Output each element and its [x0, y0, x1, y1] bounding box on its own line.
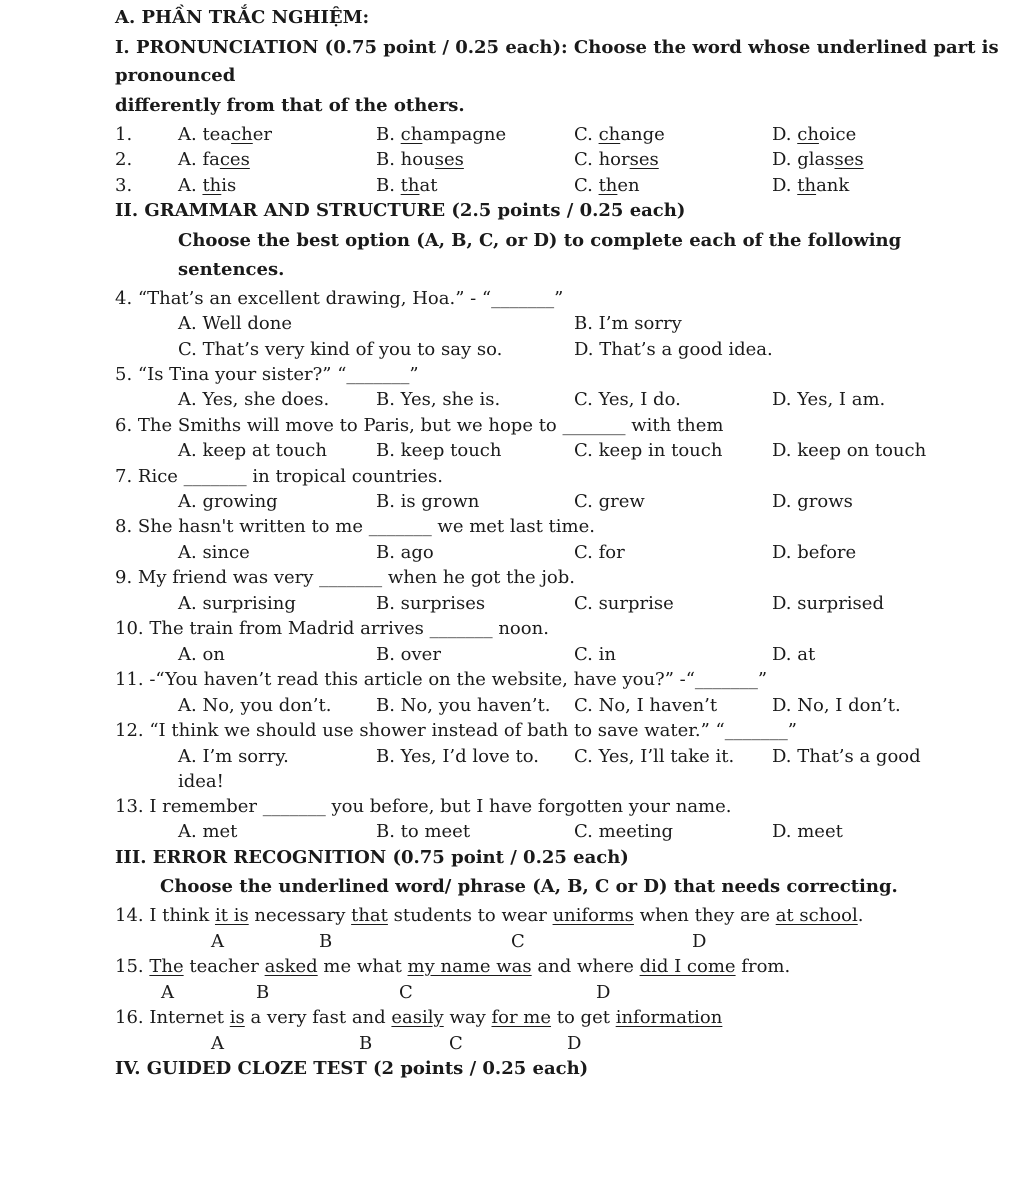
question-9-option-a: A. surprising — [178, 593, 296, 614]
question-2-option-c: C. horses — [574, 149, 659, 170]
question-3-option-a: A. this — [178, 175, 237, 196]
question-16-letters — [0, 1033, 1024, 1055]
question-11-option-a: A. No, you don’t. — [178, 695, 332, 716]
question-10-option-b: B. over — [376, 644, 441, 665]
letter-b: B — [256, 982, 270, 1003]
part-i-heading-line3: differently from that of the others. — [115, 95, 465, 116]
part-iii-instruction: Choose the underlined word/ phrase (A, B, C or D) that needs correcting. — [160, 876, 898, 897]
letter-a: A — [211, 1033, 224, 1054]
question-8-stem: 8. She hasn't written to me _______ we met last time. — [115, 516, 595, 537]
question-4-option-d: D. That’s a good idea. — [574, 339, 773, 360]
question-1-option-a: A. teacher — [178, 124, 273, 145]
letter-d: D — [692, 931, 707, 952]
question-6-option-c: C. keep in touch — [574, 440, 723, 461]
question-15-letters — [0, 982, 1024, 1004]
letter-c: C — [449, 1033, 463, 1054]
question-12-option-d: D. That’s a good — [772, 746, 921, 767]
section-a-heading: A. PHẦN TRẮC NGHIỆM: — [115, 7, 370, 28]
question-14-sentence: 14. I think it is necessary that students to wear uniforms when they are at school. — [115, 905, 864, 926]
question-10-option-d: D. at — [772, 644, 816, 665]
question-9-option-d: D. surprised — [772, 593, 884, 614]
question-12-stem: 12. “I think we should use shower instead of bath to save water.” “_______” — [115, 720, 797, 741]
question-15-sentence: 15. The teacher asked me what my name was and where did I come from. — [115, 956, 791, 977]
question-11-stem: 11. -“You haven’t read this article on the website, have you?” -“_______” — [115, 669, 768, 690]
letter-c: C — [511, 931, 525, 952]
question-13-option-c: C. meeting — [574, 821, 674, 842]
question-5-option-a: A. Yes, she does. — [178, 389, 330, 410]
question-2-number: 2. — [115, 149, 133, 170]
question-12-option-d-continuation: idea! — [178, 771, 224, 792]
question-3-number: 3. — [115, 175, 133, 196]
letter-b: B — [319, 931, 333, 952]
question-8-option-c: C. for — [574, 542, 625, 563]
question-4-option-a: A. Well done — [178, 313, 292, 334]
question-10-option-a: A. on — [178, 644, 225, 665]
question-6-option-a: A. keep at touch — [178, 440, 327, 461]
question-1-option-b: B. champagne — [376, 124, 507, 145]
question-5-option-d: D. Yes, I am. — [772, 389, 886, 410]
question-7-stem: 7. Rice _______ in tropical countries. — [115, 466, 444, 487]
part-iii-heading: III. ERROR RECOGNITION (0.75 point / 0.25 each) — [115, 847, 629, 868]
part-iv-heading: IV. GUIDED CLOZE TEST (2 points / 0.25 each) — [115, 1058, 589, 1079]
question-8-option-a: A. since — [178, 542, 250, 563]
question-5-option-b: B. Yes, she is. — [376, 389, 501, 410]
question-1-number: 1. — [115, 124, 133, 145]
question-4-option-c: C. That’s very kind of you to say so. — [178, 339, 503, 360]
part-i-heading-line2: pronounced — [115, 65, 236, 86]
question-13-option-d: D. meet — [772, 821, 843, 842]
question-16-sentence: 16. Internet is a very fast and easily way for me to get information — [115, 1007, 723, 1028]
question-3-option-d: D. thank — [772, 175, 850, 196]
question-6-option-b: B. keep touch — [376, 440, 502, 461]
question-9-option-b: B. surprises — [376, 593, 486, 614]
question-13-stem: 13. I remember _______ you before, but I have forgotten your name. — [115, 796, 732, 817]
question-5-stem: 5. “Is Tina your sister?” “_______” — [115, 364, 419, 385]
question-6-option-d: D. keep on touch — [772, 440, 927, 461]
letter-d: D — [567, 1033, 582, 1054]
question-12-option-c: C. Yes, I’ll take it. — [574, 746, 735, 767]
part-i-heading: I. PRONUNCIATION (0.75 point / 0.25 each): Choose the word whose underlined part is — [115, 37, 999, 58]
letter-d: D — [596, 982, 611, 1003]
question-9-option-c: C. surprise — [574, 593, 674, 614]
question-13-option-a: A. met — [178, 821, 238, 842]
question-8-option-b: B. ago — [376, 542, 434, 563]
question-1-option-c: C. change — [574, 124, 665, 145]
question-1-option-d: D. choice — [772, 124, 857, 145]
part-ii-instruction: Choose the best option (A, B, C, or D) to complete each of the following — [178, 230, 902, 251]
question-12-option-b: B. Yes, I’d love to. — [376, 746, 540, 767]
question-9-stem: 9. My friend was very _______ when he got the job. — [115, 567, 575, 588]
question-12-option-a: A. I’m sorry. — [178, 746, 289, 767]
question-8-option-d: D. before — [772, 542, 857, 563]
question-2-option-b: B. houses — [376, 149, 464, 170]
question-6-stem: 6. The Smiths will move to Paris, but we hope to _______ with them — [115, 415, 724, 436]
question-10-option-c: C. in — [574, 644, 616, 665]
question-7-option-c: C. grew — [574, 491, 645, 512]
question-7-option-a: A. growing — [178, 491, 278, 512]
question-11-option-d: D. No, I don’t. — [772, 695, 901, 716]
question-2-option-a: A. faces — [178, 149, 250, 170]
letter-b: B — [359, 1033, 373, 1054]
question-2-option-d: D. glasses — [772, 149, 864, 170]
letter-a: A — [211, 931, 224, 952]
part-ii-heading: II. GRAMMAR AND STRUCTURE (2.5 points / 0.25 each) — [115, 200, 686, 221]
question-14-letters — [0, 931, 1024, 953]
question-4-stem: 4. “That’s an excellent drawing, Hoa.” - “_______” — [115, 288, 564, 309]
question-7-option-b: B. is grown — [376, 491, 480, 512]
question-4-option-b: B. I’m sorry — [574, 313, 682, 334]
question-7-option-d: D. grows — [772, 491, 853, 512]
letter-c: C — [399, 982, 413, 1003]
question-10-stem: 10. The train from Madrid arrives _______ noon. — [115, 618, 549, 639]
question-11-option-c: C. No, I haven’t — [574, 695, 718, 716]
question-5-option-c: C. Yes, I do. — [574, 389, 681, 410]
question-3-option-c: C. then — [574, 175, 640, 196]
part-ii-instruction-line2: sentences. — [178, 259, 285, 280]
question-11-option-b: B. No, you haven’t. — [376, 695, 551, 716]
question-13-option-b: B. to meet — [376, 821, 471, 842]
question-3-option-b: B. that — [376, 175, 438, 196]
letter-a: A — [161, 982, 174, 1003]
